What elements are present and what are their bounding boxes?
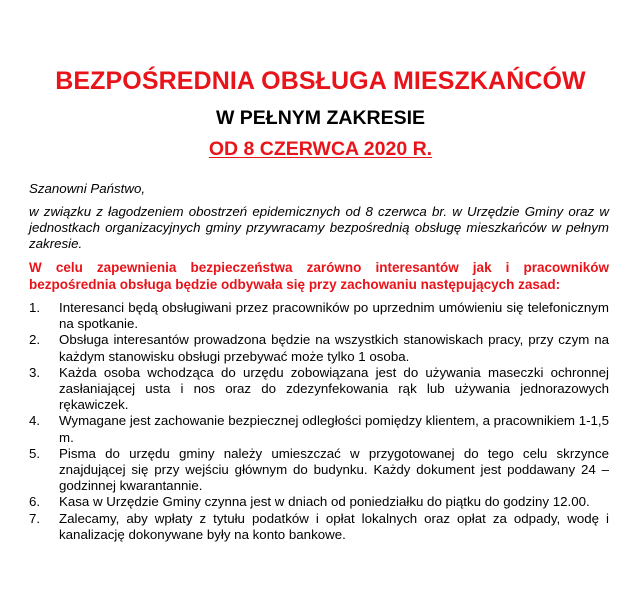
page-title: BEZPOŚREDNIA OBSŁUGA MIESZKAŃCÓW [55, 67, 586, 95]
list-text: Interesanci będą obsługiwani przez pracowników po uprzednim umówieniu się telefonicznym na spotkanie. [59, 300, 609, 332]
list-number: 1. [29, 300, 41, 315]
list-item [29, 365, 609, 414]
list-text: Obsługa interesantów prowadzona będzie na wszystkich stanowiskach pracy, przy czym na każdym stanowisku obsługi przebywać może tylko 1 osoba. [59, 332, 609, 364]
list-item [29, 300, 609, 332]
list-number: 5. [29, 445, 41, 461]
rules-lead: W celu zapewnienia bezpieczeństwa zarówno interesantów jak i pracowników bezpośrednia obsługa będzie odbywała się przy zachowaniu następujących zasad: [29, 260, 609, 292]
rules-list [29, 300, 609, 543]
list-text: Kasa w Urzędzie Gminy czynna jest w dniach od poniedziałku do piątku do godziny 12.00. [59, 494, 590, 510]
list-text: Każda osoba wchodząca do urzędu zobowiązana jest do używania maseczki ochronnej zasłaniającej usta i nos oraz do zdezynfekowania rąk lub używania jednorazowych rękawiczek. [59, 364, 609, 413]
list-number: 7. [29, 510, 41, 526]
list-item [29, 446, 609, 495]
list-number: 4. [29, 413, 41, 429]
list-text: Wymagane jest zachowanie bezpiecznej odległości pomiędzy klientem, a pracownikiem 1-1,5 m. [59, 413, 609, 445]
list-item [29, 494, 609, 510]
list-number: 3. [29, 364, 41, 380]
intro-paragraph: w związku z łagodzeniem obostrzeń epidemicznych od 8 czerwca br. w Urzędzie Gminy oraz w jednostkach organizacyjnych gminy przywracamy bezpośrednią obsługę mieszkańców w pełnym zakresie. [29, 204, 609, 252]
list-item [29, 511, 609, 543]
list-item [29, 413, 609, 445]
list-number: 6. [29, 494, 41, 510]
page-subtitle: W PEŁNYM ZAKRESIE [215, 107, 426, 129]
list-number: 2. [29, 332, 41, 348]
list-item [29, 332, 609, 364]
effective-date: OD 8 CZERWCA 2020 R. [208, 138, 433, 160]
greeting: Szanowni Państwo, [29, 181, 146, 196]
list-text: Zalecamy, aby wpłaty z tytułu podatków i opłat lokalnych oraz opłat za odpady, wodę i kanalizację dokonywane były na konto bankowe. [59, 510, 609, 542]
list-text: Pisma do urzędu gminy należy umieszczać w przygotowanej do tego celu skrzynce znajdującej się przy wejściu głównym do budynku. Każdy dokument jest poddawany 24 – godzinnej kwarantannie. [59, 445, 609, 494]
